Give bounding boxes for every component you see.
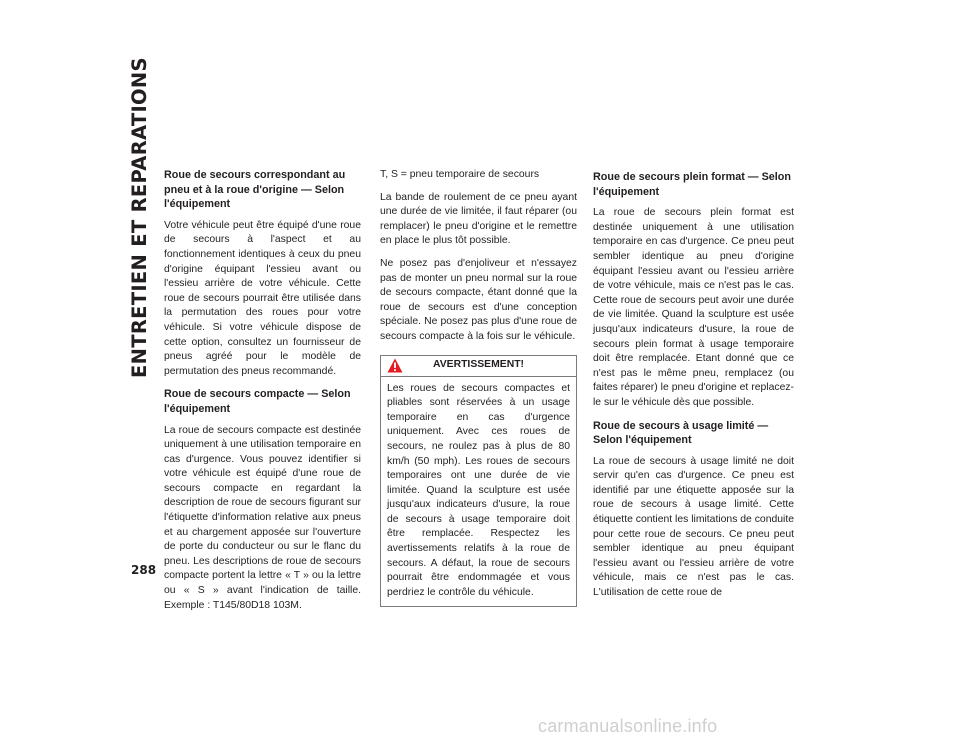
paragraph-full-size-spare: La roue de secours plein format est destinée uniquement à une utilisation temporaire en cas d'urgence. Ce pneu peut sembler identique au pneu d'origine équipant l'essieu avant ou l'essieu arrière de votre véhicule, mais ce n'est pas le cas. Cette roue de secours peut avoir une durée de vie limitée. Quand la sculpture est usée jusqu'aux indicateurs d'usure, la roue de secours plein format à usage temporaire doit être remplacée. Etant donné que ce n'est pas le même pneu, remplacez (ou faites réparer) le pneu d'origine et replacez-le sur le véhicule dès que possible. (593, 207, 794, 408)
heading-limited-use-spare: Roue de secours à usage limité — Selon l'équipement (593, 419, 769, 447)
page-number: 288 (131, 563, 157, 577)
paragraph-compact-spare: La roue de secours compacte est destinée uniquement à une utilisation temporaire en cas d'urgence. Vous pouvez identifier si votre véhicule est équipé d'une roue de secours compacte en regardant la description de roue de secours figurant sur l'étiquette d'information relative aux pneus et au chargement apposée sur l'ouverture de porte du conducteur ou sur le flanc du pneu. Les descriptions de roue de secours compacte portent la lettre « T » ou la lettre ou « S » avant l'indication de taille. Exemple : T145/80D18 103M. (164, 424, 361, 611)
warning-text: Les roues de secours compactes et pliables sont réservées à un usage temporaire en cas d'urgence uniquement. Avec ces roues de secours, ne roulez pas à plus de 80 km/h (50 mph). Les roues de secours temporaires ont une durée de vie limitée. Quand la sculpture est usée jusqu'aux indicateurs d'usure, la roue de secours à usage temporaire doit être remplacée. Respectez les avertissements relatifs à la roue de secours. A défaut, la roue de secours pourrait être endommagée et vous perdriez le contrôle du véhicule. (387, 382, 570, 598)
heading-full-size-spare: Roue de secours plein format — Selon l'équipement (593, 171, 791, 198)
warning-body (381, 377, 576, 607)
section-title-vertical (128, 57, 156, 378)
section-title: ENTRETIEN ET REPARATIONS (128, 57, 151, 378)
paragraph-limited-use-spare: La roue de secours à usage limité ne doit servir qu'en cas d'urgence. Ce pneu est identifié par une étiquette apposée sur la roue de secours à usage limité. Cette étiquette contient les limitations de conduite pour cette roue de secours. Ce pneu peut sembler identique au pneu équipant l'essieu avant ou l'essieu arrière de votre véhicule, mais ce n'est pas le cas. L'utilisation de cette roue de (593, 455, 795, 599)
column-1 (164, 168, 361, 621)
heading-matching-spare: Roue de secours correspondant au pneu et à la roue d'origine — Selon l'équipement (164, 169, 346, 211)
paragraph-hubcap: Ne posez pas d'enjoliveur et n'essayez pas de monter un pneu normal sur la roue de secours compacte, étant donné que la roue de secours est d'une conception spéciale. Ne posez pas plus d'une roue de secours compacte à la fois sur le véhicule. (380, 257, 577, 342)
warning-box (380, 355, 577, 608)
warning-header (381, 356, 576, 377)
column-2 (380, 168, 577, 607)
warning-triangle-icon (387, 358, 403, 373)
paragraph-tread-life: La bande de roulement de ce pneu ayant une durée de vie limitée, il faut réparer (ou remplacer) le pneu d'origine et le remettre en place le plus tôt possible. (380, 191, 577, 247)
warning-title: AVERTISSEMENT! (432, 359, 525, 371)
column-3 (593, 170, 794, 609)
paragraph-matching-spare: Votre véhicule peut être équipé d'une roue de secours à l'aspect et au fonctionnement identiques à ceux du pneu d'origine équipant l'essieu avant ou l'essieu arrière de votre véhicule. Cette roue de secours pourrait être utilisée dans la permutation des roues pour votre véhicule. Si votre véhicule dispose de cette option, consultez un fournisseur de pneus agréé pour le modèle de permutation des pneus recommandé. (164, 219, 361, 377)
heading-compact-spare: Roue de secours compacte — Selon l'équipement (164, 388, 351, 415)
paragraph-temporary-definition: T, S = pneu temporaire de secours (380, 169, 540, 180)
watermark: carmanualsonline.info (538, 716, 718, 736)
